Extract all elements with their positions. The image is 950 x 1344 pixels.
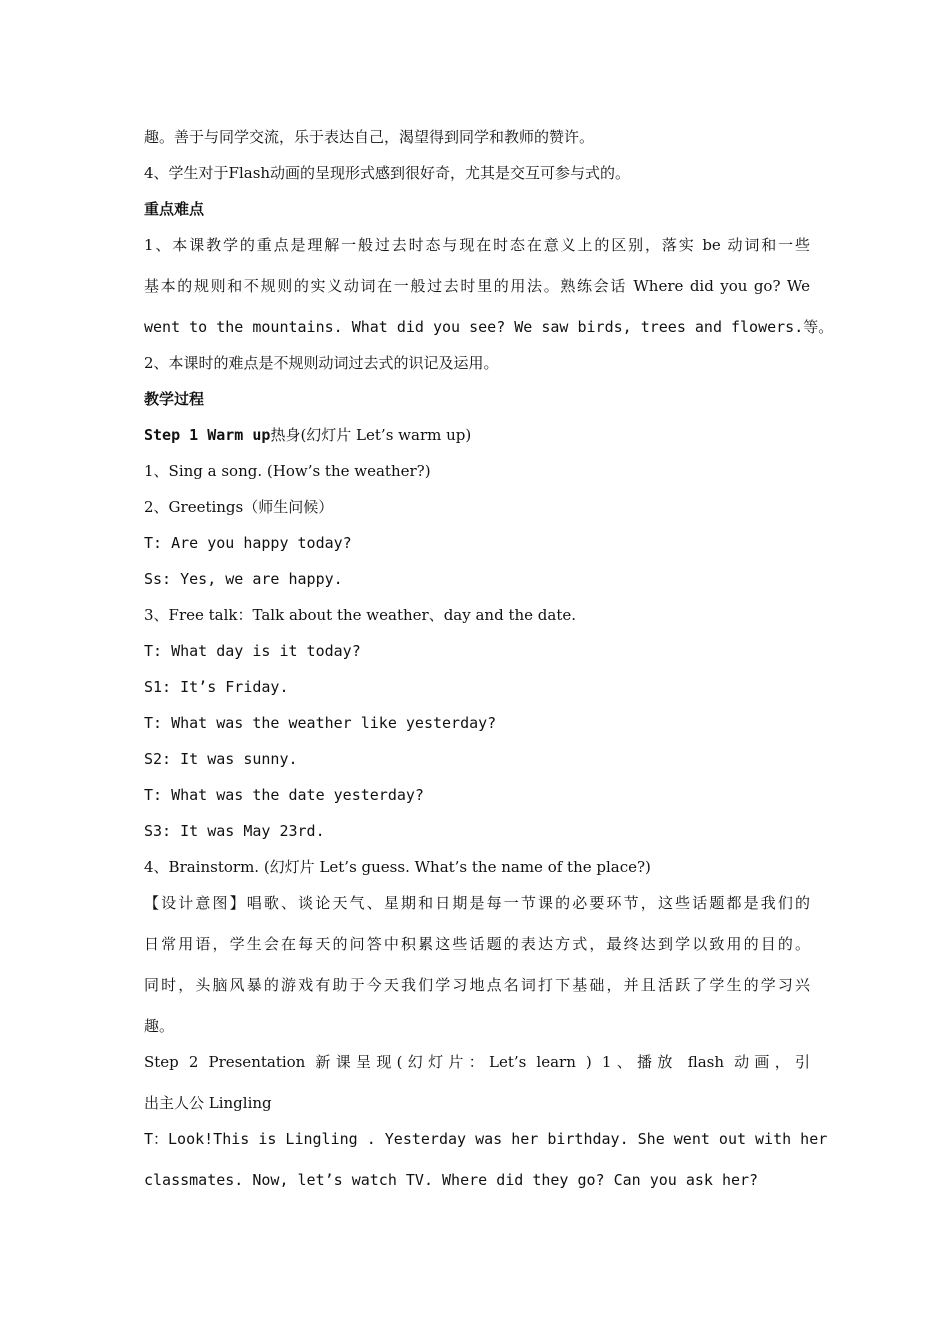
design-intent-line: 日常用语，学生会在每天的问答中积累这些话题的表达方式，最终达到学以致用的目的。: [144, 935, 810, 953]
text-line: 趣。善于与同学交流，乐于表达自己，渴望得到同学和教师的赞许。: [144, 128, 595, 146]
step-1-subtitle: 热身(幻灯片 Let’s warm up): [270, 426, 472, 444]
dialogue-line: S3: It was May 23rd.: [144, 822, 325, 840]
step-1-heading: [144, 425, 810, 445]
dialogue-line: T: Are you happy today?: [144, 534, 352, 552]
dialogue-line: Ss: Yes, we are happy.: [144, 570, 343, 588]
dialogue-line: T：Look!This is Lingling . Yesterday was her birthday. She went out with her: [144, 1130, 828, 1148]
text-line: 基本的规则和不规则的实义动词在一般过去时里的用法。熟练会话 Where did you go? We: [144, 277, 810, 295]
dialogue-line: T: What day is it today?: [144, 642, 361, 660]
text-line: 4、学生对于Flash动画的呈现形式感到很好奇，尤其是交互可参与式的。: [144, 164, 631, 182]
section-heading-key-points: 重点难点: [144, 200, 205, 218]
text-line: 3、Free talk：Talk about the weather、day and the date.: [144, 606, 577, 624]
design-intent-line: 趣。: [144, 1017, 175, 1035]
dialogue-line: S1: It’s Friday.: [144, 678, 289, 696]
dialogue-line: classmates. Now, let’s watch TV. Where did they go? Can you ask her?: [144, 1171, 759, 1189]
design-intent-line: 同时，头脑风暴的游戏有助于今天我们学习地点名词打下基础，并且活跃了学生的学习兴: [144, 976, 810, 994]
step-2-heading: Step 2 Presentation 新课呈现(幻灯片：Let’s learn ) 1、播放 flash 动画，引: [144, 1053, 810, 1071]
text-line: 1、Sing a song. (How’s the weather?): [144, 462, 431, 480]
section-heading-teaching-process: 教学过程: [144, 390, 205, 408]
dialogue-line: T: What was the weather like yesterday?: [144, 714, 497, 732]
step-1-title: Step 1 Warm up: [144, 426, 271, 444]
text-line: went to the mountains. What did you see? We saw birds, trees and flowers.等。: [144, 318, 834, 336]
text-line: 出主人公 Lingling: [144, 1094, 272, 1112]
text-line: 2、本课时的难点是不规则动词过去式的识记及运用。: [144, 354, 499, 372]
dialogue-line: T: What was the date yesterday?: [144, 786, 424, 804]
text-line: 1、本课教学的重点是理解一般过去时态与现在时态在意义上的区别，落实 be 动词和一些: [144, 236, 810, 254]
dialogue-line: S2: It was sunny.: [144, 750, 298, 768]
text-line: 4、Brainstorm. (幻灯片 Let’s guess. What’s the name of the place?): [144, 858, 651, 876]
design-intent-line: 【设计意图】唱歌、谈论天气、星期和日期是每一节课的必要环节，这些话题都是我们的: [144, 894, 810, 912]
text-line: 2、Greetings（师生问候）: [144, 498, 334, 516]
